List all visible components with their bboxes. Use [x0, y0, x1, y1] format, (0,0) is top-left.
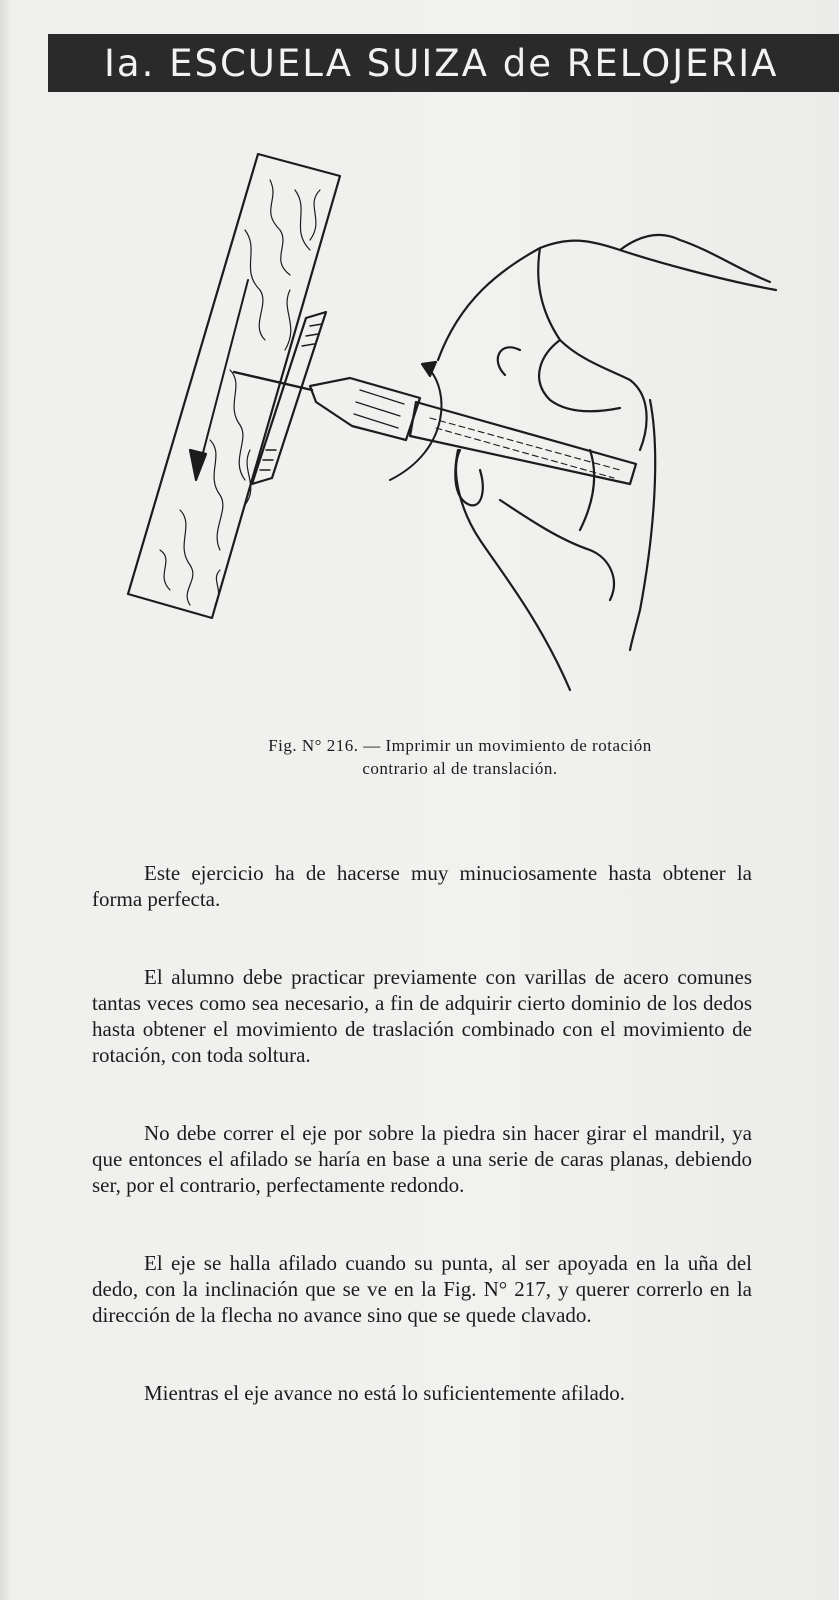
paragraph-2: El alumno debe practicar previamente con varillas de acero comunes tantas veces como sea necesario, a fin de adquirir cierto dominio de los dedos hasta obtener el movimiento de traslación combinado con el movimiento de rotación, con toda soltura. [92, 965, 752, 1067]
pin-vise-mandril [310, 362, 636, 484]
sharpening-stone [128, 154, 340, 618]
paragraph-4: El eje se halla afilado cuando su punta, al ser apoyada en la uña del dedo, con la inclinación que se ve en la Fig. N° 217, y querer correrlo en la dirección de la flecha no avance sino que se quede clavado. [92, 1251, 752, 1327]
body-text [92, 860, 752, 1458]
paragraph-3: No debe correr el eje por sobre la piedra sin hacer girar el mandril, ya que entonces el afilado se haría en base a una serie de caras planas, debiendo ser, por el contrario, perfectamente redondo. [92, 1121, 752, 1197]
page-title: Ia. ESCUELA SUIZA de RELOJERIA [104, 41, 779, 85]
hand-illustration [438, 235, 776, 690]
figure-caption [160, 734, 760, 780]
header-banner [48, 34, 839, 92]
caption-line-1: Fig. N° 216. — Imprimir un movimiento de rotación [268, 736, 652, 755]
caption-line-2: contrario al de translación. [362, 759, 558, 778]
paragraph-1: Este ejercicio ha de hacerse muy minuciosamente hasta obtener la forma perfecta. [92, 861, 752, 911]
paragraph-5: Mientras el eje avance no está lo suficientemente afilado. [144, 1381, 626, 1405]
figure-216-illustration [120, 150, 800, 710]
